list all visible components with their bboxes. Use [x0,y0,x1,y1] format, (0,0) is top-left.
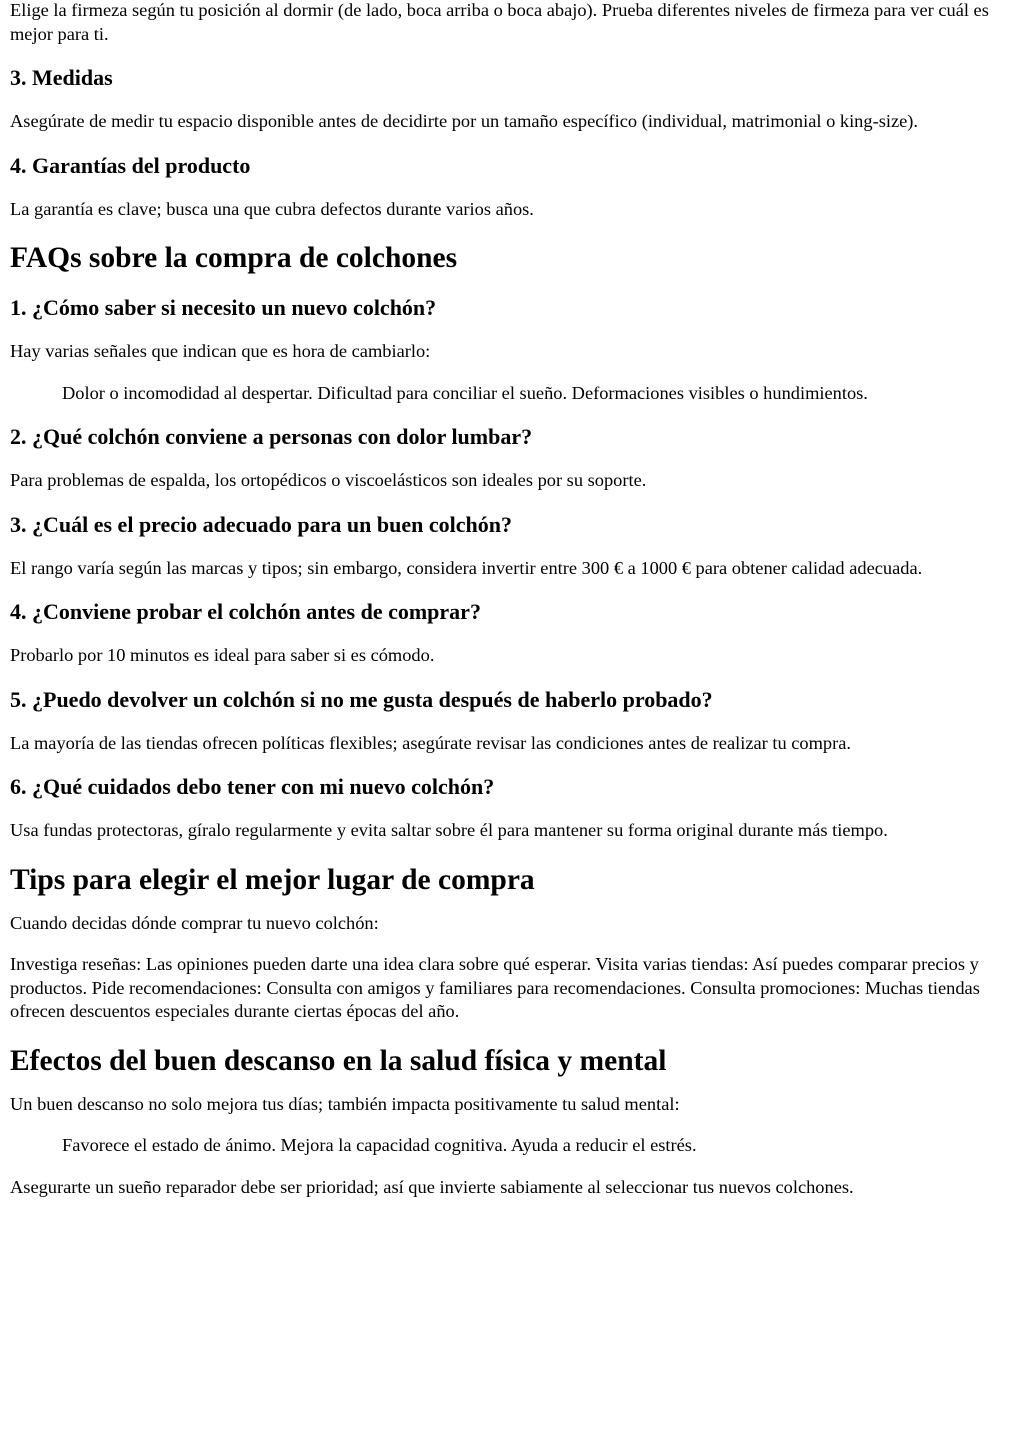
heading-medidas: 3. Medidas [10,65,113,90]
paragraph-garantias: La garantía es clave; busca una que cubra defectos durante varios años. [10,198,534,219]
heading-efectos: Efectos del buen descanso en la salud física y mental [10,1044,667,1077]
heading-garantias: 4. Garantías del producto [10,152,251,178]
tips-paragraph: Investiga reseñas: Las opiniones pueden darte una idea clara sobre qué esperar. Visita varias tiendas: Así puedes comparar precios y productos. Pide recomendaciones: Consulta con amigos y familiares para recomendaciones. Consulta promociones: Muchas tiendas ofrecen descuentos especiales durante ciertas épocas del año. [10,954,980,1021]
faq-question-4: 4. ¿Conviene probar el colchón antes de comprar? [10,599,481,624]
tips-intro: Cuando decidas dónde comprar tu nuevo colchón: [10,912,379,933]
faq-question-1: 1. ¿Cómo saber si necesito un nuevo colchón? [10,295,437,320]
faq-question-2: 2. ¿Qué colchón conviene a personas con dolor lumbar? [10,424,533,449]
efectos-closing: Asegurarte un sueño reparador debe ser prioridad; así que invierte sabiamente al seleccionar tus nuevos colchones. [10,1176,854,1197]
faq-answer-3: El rango varía según las marcas y tipos; sin embargo, considera invertir entre 300 € a 1000 € para obtener calidad adecuada. [10,557,923,578]
faq-answer-4: Probarlo por 10 minutos es ideal para saber si es cómodo. [10,645,435,665]
intro-paragraph: Elige la firmeza según tu posición al dormir (de lado, boca arriba o boca abajo). Prueba diferentes niveles de firmeza para ver cuál es mejor para ti. [10,0,989,44]
paragraph-medidas: Asegúrate de medir tu espacio disponible antes de decidirte por un tamaño específico (individual, matrimonial o king-size). [10,111,919,131]
faq-quote-1: Dolor o incomodidad al despertar. Dificultad para conciliar el sueño. Deformaciones visibles o hundimientos. [62,382,868,403]
faq-question-5: 5. ¿Puedo devolver un colchón si no me gusta después de haberlo probado? [10,686,713,712]
faq-answer-1: Hay varias señales que indican que es hora de cambiarlo: [10,341,431,361]
faq-question-3: 3. ¿Cuál es el precio adecuado para un buen colchón? [10,511,512,537]
faq-answer-2: Para problemas de espalda, los ortopédicos o viscoelásticos son ideales por su soporte. [10,470,647,490]
efectos-quote: Favorece el estado de ánimo. Mejora la capacidad cognitiva. Ayuda a reducir el estrés. [62,1135,697,1155]
faq-answer-5: La mayoría de las tiendas ofrecen políticas flexibles; asegúrate revisar las condiciones antes de realizar tu compra. [10,732,852,753]
efectos-intro: Un buen descanso no solo mejora tus días; también impacta positivamente tu salud mental: [10,1093,680,1114]
heading-faqs: FAQs sobre la compra de colchones [10,242,458,274]
faq-answer-6: Usa fundas protectoras, gíralo regularmente y evita saltar sobre él para mantener su forma original durante más tiempo. [10,820,888,840]
faq-question-6: 6. ¿Qué cuidados debo tener con mi nuevo colchón? [10,774,495,799]
heading-tips: Tips para elegir el mejor lugar de compra [10,863,535,896]
